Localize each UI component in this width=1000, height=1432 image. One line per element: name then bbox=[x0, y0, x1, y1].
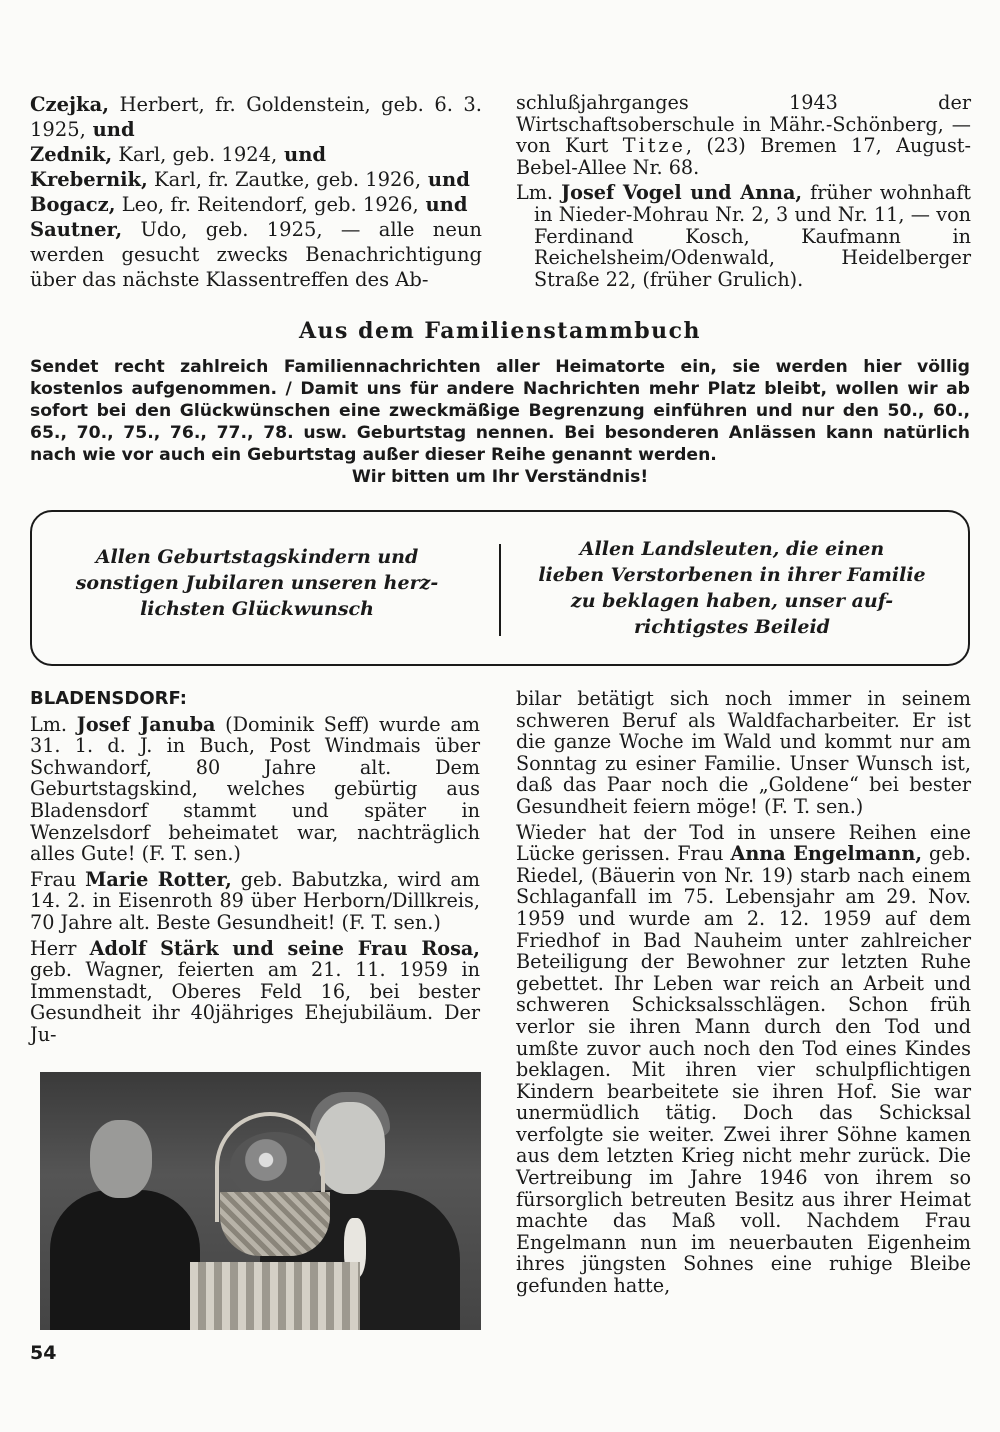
greeting-line: sonstigen Jubilaren unseren herz- bbox=[75, 572, 439, 594]
search-notice-continued: schlußjahrganges 1943 der Wirtschaftsoberschule in Mähr.-Schönberg, — von Kurt Titze, (23) Bremen 17, August-Bebel-Allee Nr. 68. bbox=[516, 91, 972, 179]
intro-closing: Wir bitten um Ihr Verständnis! bbox=[351, 467, 649, 487]
page-number: 54 bbox=[30, 1342, 57, 1364]
condolence-greeting bbox=[532, 536, 932, 640]
missing-person-entry: Czejka, Herbert, fr. Goldenstein, geb. 6. 3. 1925, und bbox=[30, 93, 482, 141]
bottom-left-column bbox=[30, 688, 480, 1046]
missing-person-entry: Bogacz, Leo, fr. Reitendorf, geb. 1926, und bbox=[30, 193, 468, 216]
greeting-line: Allen Geburtstagskindern und bbox=[95, 546, 419, 568]
photo-woman-head bbox=[315, 1102, 385, 1194]
birthday-entry-januba: Lm. Josef Januba (Dominik Seff) wurde am 31. 1. d. J. in Buch, Post Windmais über Schwandorf, 80 Jahre alt. Dem Geburtstagskind, welches gebürtig aus Bladensdorf stammt und später in Wenzelsdorf beheimatet war, nachträglich alles Gute! (F. T. sen.) bbox=[30, 712, 480, 866]
greeting-line: richtigstes Beileid bbox=[634, 616, 830, 638]
greeting-line: Allen Landsleuten, die einen bbox=[579, 538, 885, 560]
photo-basket bbox=[220, 1192, 330, 1256]
anniversary-entry-staerk: Herr Adolf Stärk und seine Frau Rosa, geb. Wagner, feierten am 21. 11. 1959 in Immenstadt, Oberes Feld 16, bei bester Gesundheit ihr 40jähriges Ehejubiläum. Der Ju- bbox=[30, 936, 480, 1046]
section-title: Aus dem Familienstammbuch bbox=[298, 318, 702, 344]
missing-person-entry: Krebernik, Karl, fr. Zautke, geb. 1926, und bbox=[30, 168, 470, 191]
missing-person-entry: Zednik, Karl, geb. 1924, und bbox=[30, 143, 327, 166]
photo-table bbox=[190, 1262, 360, 1330]
couple-photo bbox=[40, 1072, 481, 1330]
greetings-box bbox=[30, 510, 970, 666]
top-right-column bbox=[516, 92, 971, 290]
greeting-line: zu beklagen haben, unser auf- bbox=[570, 590, 894, 612]
obituary-engelmann: Wieder hat der Tod in unsere Reihen eine Lücke gerissen. Frau Anna Engelmann, geb. Riedel, (Bäuerin von Nr. 19) starb nach einem Schlaganfall im 75. Lebensjahr am 29. Nov. 1959 und wurde am 2. 12. 1959 auf dem Friedhof in Bad Nauheim unter zahlreicher Beteiligung der Bewohner zur letzten Ruhe gebettet. Ihr Leben war reich an Arbeit und schweren Schicksalsschlägen. Schon früh verlor sie ihren Mann durch den Tod und umßte zuvor auch noch den Tod eines Kindes beklagen. Mit ihren vier schulpflichtigen Kindern bearbeitete sie ihren Hof. Sie war unermüdlich tätig. Doch das Schicksal verfolgte sie weiter. Zwei ihrer Söhne kamen aus dem letzten Krieg nicht mehr zurück. Die Vertreibung im Jahre 1946 von ihrem so fürsorglich betreuten Besitz aus ihrer Heimat machte das Maß voll. Nachdem Frau Engelmann nun im neuerbauten Eigenheim ihres jüngsten Sohnes eine ruhige Bleibe gefunden hatte, bbox=[516, 820, 971, 1298]
photo-man-head bbox=[90, 1120, 152, 1198]
anniversary-entry-continued: bilar betätigt sich noch immer in seinem schweren Beruf als Waldfacharbeiter. Er ist die ganze Woche im Wald und kommt nur am Sonntag zu esiner Familie. Unser Wunsch ist, daß das Paar noch die „Goldene“ bei bester Gesundheit feiern möge! (F. T. sen.) bbox=[516, 687, 971, 818]
greetings-divider bbox=[499, 544, 501, 636]
section-intro bbox=[30, 356, 970, 488]
bottom-right-column bbox=[516, 688, 971, 1297]
missing-person-entry: Sautner, Udo, geb. 1925, — alle neun werden gesucht zwecks Benachrichtigung über das nächste Klassentreffen des Ab- bbox=[30, 218, 482, 291]
birthday-entry-rotter: Frau Marie Rotter, geb. Babutzka, wird am 14. 2. in Eisenroth 89 über Herborn/Dillkreis, 70 Jahre alt. Beste Gesundheit! (F. T. sen.) bbox=[30, 867, 481, 934]
greeting-line: lieben Verstorbenen in ihrer Familie bbox=[538, 564, 926, 586]
top-left-column bbox=[30, 92, 482, 292]
photo-man bbox=[50, 1190, 200, 1330]
search-notice-vogel: Lm. Josef Vogel und Anna, früher wohnhaft in Nieder-Mohrau Nr. 2, 3 und Nr. 11, — von Ferdinand Kosch, Kaufmann in Reichelsheim/Odenwald, Heidelberger Straße 22, (früher Grulich). bbox=[516, 181, 972, 291]
greeting-line: lichsten Glückwunsch bbox=[140, 598, 374, 620]
intro-text: Sendet recht zahlreich Familiennachrichten aller Heimatorte ein, sie werden hier völlig kostenlos aufgenommen. / Damit uns für andere Nachrichten mehr Platz bleibt, wollen wir ab sofort bei den Glückwünschen eine zweckmäßige Begrenzung einführen und nur den 50., 60., 65., 70., 75., 76., 77., 78. usw. Geburtstag nennen. Bei besonderen Anlässen kann natürlich nach wie vor auch ein Geburtstag außer dieser Reihe genannt werden. bbox=[30, 357, 970, 465]
birthday-greeting bbox=[62, 544, 452, 622]
town-heading: BLADENSDORF: bbox=[30, 688, 187, 709]
